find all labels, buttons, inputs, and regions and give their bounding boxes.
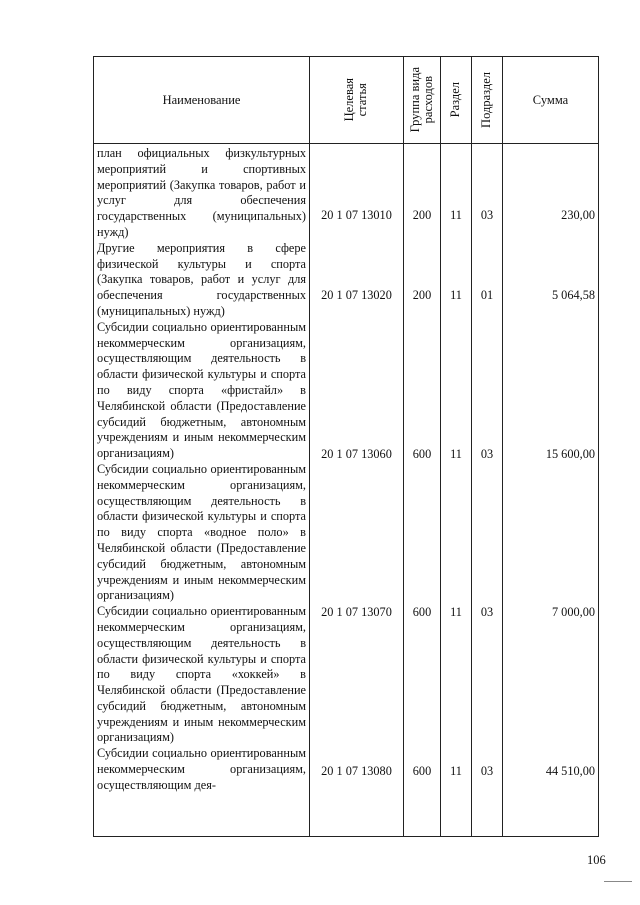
scan-artifact-line [604, 881, 632, 882]
row-name-4: Субсидии социально ориентированным некоммерческим организациям, осуществляющим деятельность в области физической культуры и спорта по виду спорта «водное поло» в Челябинской области (Предоставление субсидий бюджетным, автономным учреждениям и иным некоммерческим организациям) [97, 461, 306, 603]
row-target-5: 20 1 07 13080 [321, 764, 392, 778]
group-cell [404, 144, 441, 837]
row-name-1: план официальных физкультурных мероприятий и спортивных мероприятий (Закупка товаров, работ и услуг для обеспечения государственных (муниципальных) нужд) [97, 146, 306, 239]
row-subsection-2: 01 [480, 288, 494, 302]
target-cell [310, 144, 404, 837]
header-group-text: Группа вида расходов [407, 67, 435, 133]
row-target-2: 20 1 07 13020 [321, 288, 392, 302]
row-name-5: Субсидии социально ориентированным некоммерческим организациям, осуществляющим деятельность в области физической культуры и спорта по виду спорта «хоккей» в Челябинской области (Предоставление субсидий бюджетным, автономным учреждениям и иным некоммерческим организациям) [97, 604, 306, 745]
header-group [404, 57, 441, 144]
row-subsection-3: 03 [480, 447, 494, 461]
header-target [310, 57, 404, 144]
row-sum-5: 44 510,00 [545, 764, 595, 778]
subsection-cell [472, 144, 503, 837]
row-target-4: 20 1 07 13070 [321, 605, 392, 619]
row-name-3: Субсидии социально ориентированным некоммерческим организациям, осуществляющим деятельность в области физической культуры и спорта по виду спорта «фристайл» в Челябинской области (Предоставление субсидий бюджетным, автономным учреждениям и иным некоммерческим организациям) [97, 319, 306, 461]
row-group-4: 600 [412, 605, 432, 619]
section-cell [441, 144, 472, 837]
row-sum-4: 7 000,00 [551, 605, 595, 619]
header-target-text: Целевая статья [342, 78, 370, 122]
row-section-2: 11 [450, 288, 462, 302]
page-number: 106 [587, 853, 606, 867]
row-target-3: 20 1 07 13060 [321, 447, 392, 461]
row-target-1: 20 1 07 13010 [321, 208, 392, 222]
row-section-1: 11 [450, 208, 462, 222]
header-subsection-text: Подраздел [479, 72, 494, 128]
row-section-3: 11 [450, 447, 462, 461]
header-sum: Сумма [503, 57, 599, 144]
budget-table [93, 56, 599, 837]
row-subsection-1: 03 [480, 208, 494, 222]
row-sum-2: 5 064,58 [551, 288, 595, 302]
header-row [94, 57, 599, 144]
header-subsection [472, 57, 503, 144]
row-sum-1: 230,00 [561, 208, 595, 222]
row-group-3: 600 [412, 447, 432, 461]
row-group-2: 200 [412, 288, 432, 302]
row-group-1: 200 [412, 208, 432, 222]
row-section-5: 11 [450, 764, 462, 778]
header-section-text: Раздел [448, 82, 463, 118]
row-name-2: Другие мероприятия в сфере физической культуры и спорта (Закупка товаров, работ и услуг для обеспечения государственных (муниципальных) нужд) [97, 240, 306, 318]
header-section [441, 57, 472, 144]
row-name-6: Субсидии социально ориентированным некоммерческим организациям, осуществляющим дея- [97, 746, 306, 792]
names-cell [94, 144, 310, 837]
row-subsection-5: 03 [480, 764, 494, 778]
row-sum-3: 15 600,00 [545, 447, 595, 461]
header-name: Наименование [94, 57, 310, 144]
sum-cell [503, 144, 599, 837]
row-group-5: 600 [412, 764, 432, 778]
row-subsection-4: 03 [480, 605, 494, 619]
row-section-4: 11 [450, 605, 462, 619]
body-row [94, 144, 599, 837]
